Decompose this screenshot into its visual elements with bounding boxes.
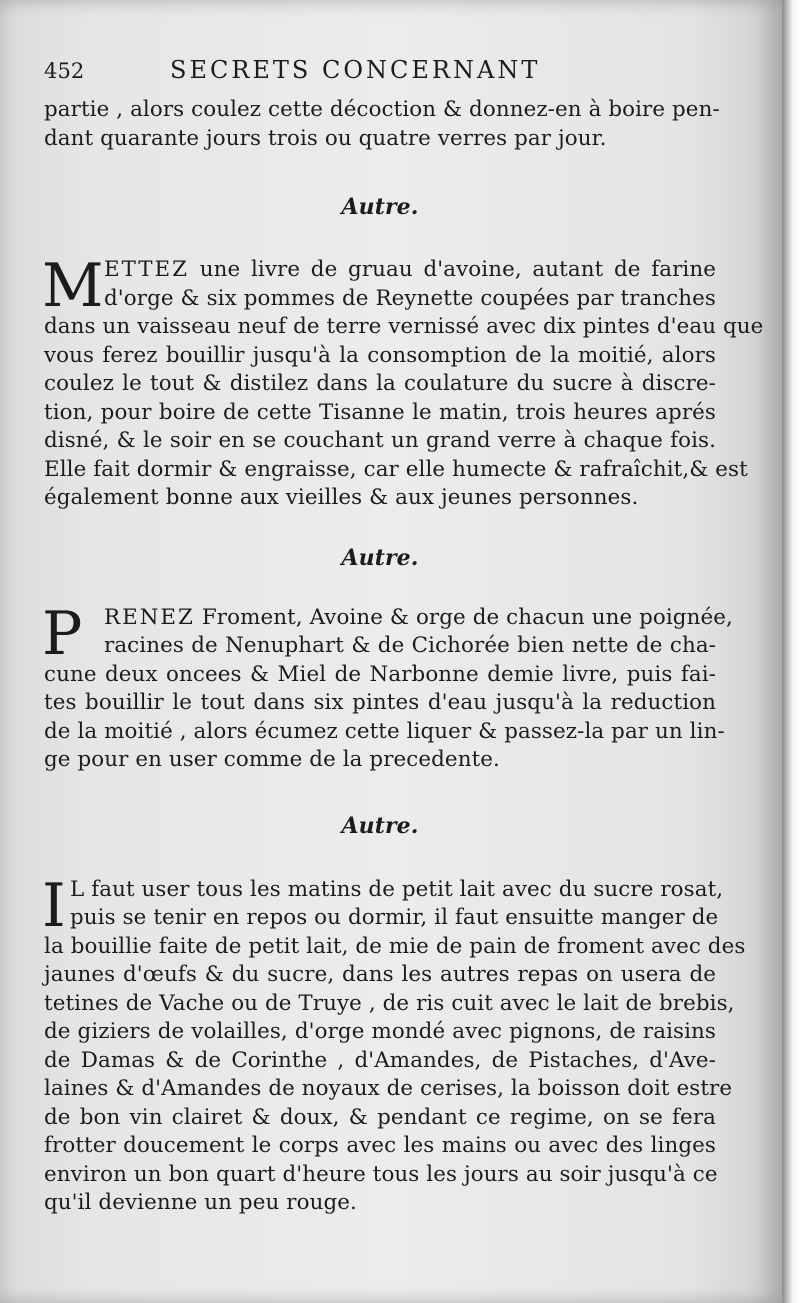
text-line: cune deux oncees & Miel de Narbonne demie livre, puis fai- (44, 661, 716, 687)
text-line (44, 256, 716, 285)
recipe-paragraph (42, 598, 733, 775)
text-line: jaunes d'œufs & du sucre, dans les autres repas on usera de (44, 962, 716, 987)
line-text: Froment, Avoine & orge de chacun une poignée, (194, 604, 733, 630)
page-number: 452 (44, 59, 85, 83)
page-text (42, 56, 764, 1218)
text-line: Elle fait dormir & engraisse, car elle humecte & rafraîchit,& est (44, 456, 748, 482)
intro-paragraph (44, 96, 720, 153)
text-line: de giziers de volailles, d'orge mondé avec pignons, de raisins (44, 1019, 716, 1044)
drop-cap: P (42, 598, 83, 669)
text-line: tetines de Vache ou de Truye , de ris cuit avec le lait de brebis, (44, 990, 735, 1016)
text-line: coulez le tout & distilez dans la coulature du sucre à discre- (44, 371, 716, 396)
text-line: d'orge & six pommes de Reynette coupées par tranches (104, 285, 716, 311)
text-line: frotter doucement le corps avec les mains ou avec des linges (44, 1133, 716, 1158)
section-heading: Autre. (341, 544, 419, 571)
text-line: ge pour en user comme de la precedente. (44, 747, 500, 772)
section-heading: Autre. (341, 194, 419, 220)
text-line: vous ferez bouillir jusqu'à la consomption de la moitié, alors (44, 342, 716, 368)
section-heading: Autre. (341, 812, 419, 839)
text-line: partie , alors coulez cette décoction & donnez-en à boire pen- (44, 97, 720, 122)
drop-cap: M (42, 251, 104, 321)
running-head: SECRETS CONCERNANT (170, 56, 541, 84)
text-line (44, 604, 733, 633)
text-line: dans un vaisseau neuf de terre vernissé avec dix pintes d'eau que (44, 314, 764, 339)
text-line: qu'il devienne un peu rouge. (44, 1190, 357, 1215)
text-line: de Damas & de Corinthe , d'Amandes, de Pistaches, d'Ave- (44, 1047, 716, 1073)
text-line: disné, & le soir en se couchant un grand verre à chaque fois. (44, 428, 716, 453)
text-line: de bon vin clairet & doux, & pendant ce regime, on se fera (44, 1104, 716, 1130)
text-line: laines & d'Amandes de noyaux de cerises, la boisson doit estre (44, 1076, 733, 1101)
lead-word: L (70, 876, 85, 902)
line-text: une livre de gruau d'avoine, autant de farine (189, 257, 716, 282)
text-line: tes bouillir le tout dans six pintes d'eau jusqu'à la reduction (44, 690, 716, 715)
text-line: tion, pour boire de cette Tisanne le matin, trois heures aprés (44, 399, 716, 425)
text-line: dant quarante jours trois ou quatre verres par jour. (44, 125, 607, 151)
text-line: également bonne aux vieilles & aux jeunes personnes. (44, 485, 639, 510)
text-line: puis se tenir en repos ou dormir, il faut ensuitte manger de (70, 905, 719, 930)
lead-word: RENEZ (104, 604, 195, 630)
recipe-paragraph (42, 251, 764, 513)
running-header (44, 56, 716, 96)
lead-word: ETTEZ (104, 257, 190, 282)
text-line: de la moitié , alors écumez cette liquer & passez-la par un lin- (44, 718, 725, 744)
text-line: racines de Nenuphart & de Cichorée bien nette de cha- (104, 633, 716, 658)
drop-cap: I (42, 870, 66, 941)
text-line (44, 876, 724, 905)
line-text: faut user tous les matins de petit lait avec du sucre rosat, (84, 876, 724, 902)
recipe-paragraph (42, 870, 746, 1218)
text-line: environ un bon quart d'heure tous les jours au soir jusqu'à ce (44, 1161, 718, 1187)
text-line: la bouillie faite de petit lait, de mie de pain de froment avec des (44, 933, 746, 959)
